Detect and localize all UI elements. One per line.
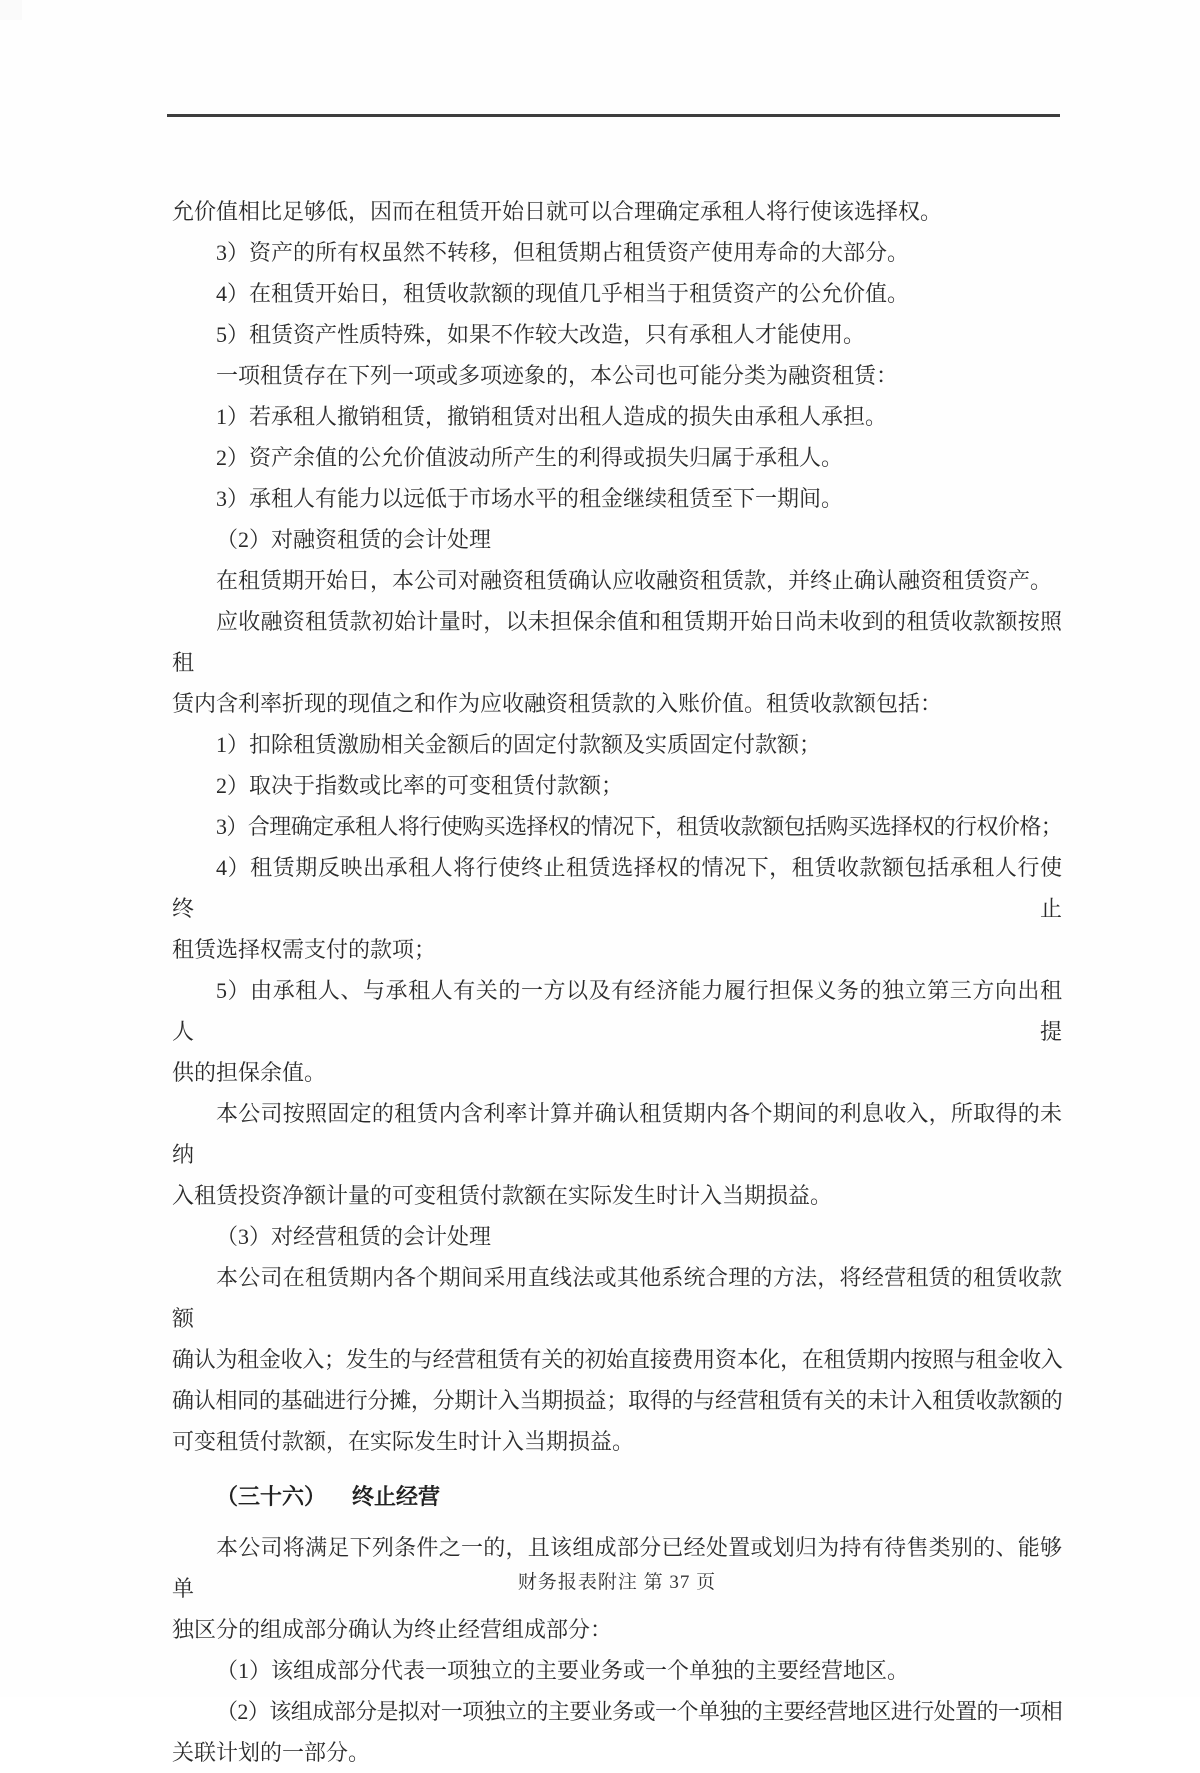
body-line: 确认为租金收入；发生的与经营租赁有关的初始直接费用资本化，在租赁期内按照与租金收入 xyxy=(172,1347,1062,1372)
body-line: 供的担保余值。 xyxy=(172,1060,327,1085)
body-line: 应收融资租赁款初始计量时，以未担保余值和租赁期开始日尚未收到的租赁收款额按照租 xyxy=(172,609,1062,675)
body-line: 可变租赁付款额，在实际发生时计入当期损益。 xyxy=(172,1429,635,1454)
body-line: 4）租赁期反映出承租人将行使终止租赁选择权的情况下，租赁收款额包括承租人行使终止 xyxy=(172,855,1062,921)
section-heading xyxy=(172,1476,1062,1517)
body-line: 3）承租人有能力以远低于市场水平的租金继续租赁至下一期间。 xyxy=(216,486,844,511)
body-line: 本公司按照固定的租赁内含利率计算并确认租赁期内各个期间的利息收入，所取得的未纳 xyxy=(172,1101,1062,1167)
body-line: 本公司将满足下列条件之一的，且该组成部分已经处置或划归为持有待售类别的、能够单 xyxy=(172,1535,1062,1601)
page-footer: 财务报表附注 第 37 页 xyxy=(517,1572,717,1593)
body-line: 1）若承租人撤销租赁，撤销租赁对出租人造成的损失由承租人承担。 xyxy=(216,404,888,429)
body-line: （3）对经营租赁的会计处理 xyxy=(216,1224,492,1249)
section-heading-number: （三十六） xyxy=(216,1484,327,1509)
body-line: （2）对融资租赁的会计处理 xyxy=(216,527,492,552)
body-line: 租赁选择权需支付的款项； xyxy=(172,937,437,962)
scan-artifact xyxy=(0,0,22,20)
body-line: （1）该组成部分代表一项独立的主要业务或一个单独的主要经营地区。 xyxy=(216,1658,910,1683)
body-line: 5）由承租人、与承租人有关的一方以及有经济能力履行担保义务的独立第三方向出租人提 xyxy=(172,978,1062,1044)
body-line: 2）资产余值的公允价值波动所产生的利得或损失归属于承租人。 xyxy=(216,445,844,470)
body-line: 入租赁投资净额计量的可变租赁付款额在实际发生时计入当期损益。 xyxy=(172,1183,833,1208)
body-line: 关联计划的一部分。 xyxy=(172,1740,371,1765)
body-line: 一项租赁存在下列一项或多项迹象的，本公司也可能分类为融资租赁： xyxy=(216,363,899,388)
body-line: 3）资产的所有权虽然不转移，但租赁期占租赁资产使用寿命的大部分。 xyxy=(216,240,910,265)
header-rule xyxy=(167,114,1060,117)
body-line: 3）合理确定承租人将行使购买选择权的情况下，租赁收款额包括购买选择权的行权价格； xyxy=(216,814,1062,839)
body-line: 确认相同的基础进行分摊，分期计入当期损益；取得的与经营租赁有关的未计入租赁收款额的 xyxy=(172,1388,1062,1413)
body-line: 2）取决于指数或比率的可变租赁付款额； xyxy=(216,773,624,798)
body-line: （2）该组成部分是拟对一项独立的主要业务或一个单独的主要经营地区进行处置的一项相 xyxy=(216,1699,1062,1724)
body-line: 5）租赁资产性质特殊，如果不作较大改造，只有承租人才能使用。 xyxy=(216,322,866,347)
body-line: 允价值相比足够低，因而在租赁开始日就可以合理确定承租人将行使该选择权。 xyxy=(172,199,943,224)
body-line: 在租赁期开始日，本公司对融资租赁确认应收融资租赁款，并终止确认融资租赁资产。 xyxy=(216,568,1053,593)
body-line: 本公司在租赁期内各个期间采用直线法或其他系统合理的方法，将经营租赁的租赁收款额 xyxy=(172,1265,1062,1331)
body-line: 1）扣除租赁激励相关金额后的固定付款额及实质固定付款额； xyxy=(216,732,822,757)
section-heading-title: 终止经营 xyxy=(352,1484,441,1509)
body-line: 独区分的组成部分确认为终止经营组成部分： xyxy=(172,1617,613,1642)
document-body xyxy=(172,191,1062,1773)
body-line: 4）在租赁开始日，租赁收款额的现值几乎相当于租赁资产的公允价值。 xyxy=(216,281,910,306)
body-line: 赁内含利率折现的现值之和作为应收融资租赁款的入账价值。租赁收款额包括： xyxy=(172,691,943,716)
